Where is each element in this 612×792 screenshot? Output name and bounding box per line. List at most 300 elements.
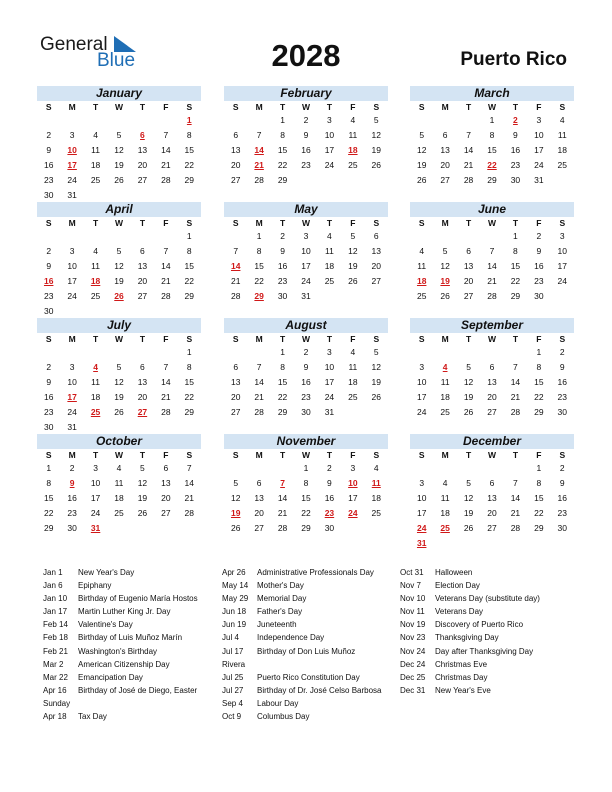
month-title: July — [37, 318, 201, 333]
empty-day — [37, 345, 60, 360]
holiday-date: Jun 19 — [222, 620, 247, 630]
holiday-day-cell: 11 — [371, 478, 381, 489]
holiday-row — [400, 658, 572, 671]
day-cell: 21 — [487, 276, 497, 287]
day-cell: 10 — [416, 377, 427, 388]
day-cell: 13 — [463, 261, 474, 272]
day-cell: 8 — [303, 478, 309, 489]
day-cell: 12 — [463, 493, 474, 504]
holiday-row — [222, 631, 394, 644]
holiday-name: Labour Day — [257, 698, 299, 708]
country-title: Puerto Rico — [460, 49, 567, 70]
holiday-date: Jul 27 — [222, 685, 244, 695]
day-cell: 15 — [184, 145, 195, 156]
day-cell: 24 — [67, 407, 77, 418]
weekday-label: W — [114, 102, 123, 112]
day-cell: 24 — [324, 160, 335, 171]
empty-day — [224, 113, 247, 128]
weekday-label: S — [559, 102, 566, 112]
weekday-label: S — [232, 450, 239, 460]
day-cell: 29 — [277, 407, 288, 418]
day-cell: 27 — [161, 508, 171, 519]
weekday-label: T — [279, 218, 286, 228]
day-cell: 11 — [440, 377, 450, 388]
weekday-label: T — [139, 102, 146, 112]
weekday-label: F — [350, 334, 356, 344]
day-cell: 16 — [43, 392, 54, 403]
year-title: 2028 — [271, 38, 341, 73]
day-cell: 3 — [327, 347, 332, 357]
weekday-label: T — [92, 450, 99, 460]
month-may — [224, 202, 388, 304]
day-cell: 4 — [327, 231, 332, 241]
day-cell: 22 — [43, 508, 54, 519]
day-cell: 3 — [536, 115, 542, 125]
day-cell: 19 — [114, 160, 124, 171]
day-cell: 30 — [43, 190, 54, 201]
day-cell: 20 — [230, 160, 241, 171]
weekday-label: M — [68, 102, 76, 112]
day-cell: 4 — [93, 130, 98, 141]
holiday-day-cell: 31 — [416, 538, 427, 549]
weekday-label: W — [487, 218, 496, 228]
holiday-name: Christmas Day — [435, 672, 488, 682]
weekday-label: S — [373, 334, 380, 344]
day-cell: 29 — [43, 523, 54, 534]
day-cell: 15 — [254, 261, 264, 272]
empty-day — [480, 229, 503, 244]
day-cell: 10 — [67, 377, 77, 388]
day-cell: 10 — [301, 246, 311, 257]
weekday-label: T — [512, 334, 519, 344]
day-cell: 11 — [348, 130, 358, 141]
month-day-grid — [224, 333, 388, 420]
weekday-label: S — [559, 334, 566, 344]
holiday-row — [43, 618, 215, 631]
day-cell: 16 — [534, 261, 544, 272]
weekday-label: W — [301, 334, 310, 344]
day-cell: 4 — [93, 246, 98, 257]
day-cell: 9 — [513, 130, 518, 141]
empty-day — [107, 345, 130, 360]
month-title: November — [224, 434, 388, 449]
month-title: September — [410, 318, 574, 333]
day-cell: 26 — [230, 523, 241, 534]
day-cell: 7 — [233, 246, 239, 257]
empty-day — [247, 345, 270, 360]
logo-text-general: General — [40, 34, 108, 55]
day-cell: 21 — [510, 392, 521, 403]
holiday-date: Apr 16 — [43, 685, 67, 695]
holiday-date: Nov 7 — [400, 581, 421, 591]
day-cell: 14 — [184, 478, 195, 489]
holiday-name: Independence Day — [257, 633, 325, 643]
day-cell: 13 — [137, 377, 148, 388]
holiday-date: May 14 — [222, 581, 249, 591]
day-cell: 20 — [161, 493, 171, 504]
day-cell: 20 — [440, 160, 450, 171]
holiday-date: Nov 24 — [400, 646, 426, 656]
holiday-day-cell: 18 — [416, 276, 427, 287]
day-cell: 30 — [534, 291, 544, 302]
day-cell: 13 — [230, 377, 241, 388]
day-cell: 14 — [254, 377, 264, 388]
weekday-label: F — [350, 450, 356, 460]
holiday-day-cell: 1 — [186, 115, 192, 125]
day-cell: 6 — [373, 231, 379, 241]
day-cell: 28 — [510, 523, 521, 534]
weekday-label: W — [114, 218, 123, 228]
day-cell: 29 — [184, 291, 195, 302]
holiday-date: Apr 26 — [222, 568, 246, 577]
holiday-name: Mother's Day — [257, 581, 304, 591]
day-cell: 8 — [186, 246, 192, 257]
day-cell: 23 — [301, 392, 311, 403]
day-cell: 22 — [184, 276, 195, 287]
holiday-name: American Citizenship Day — [78, 659, 170, 669]
month-april — [37, 202, 201, 320]
weekday-label: S — [45, 450, 52, 460]
day-cell: 24 — [67, 175, 77, 186]
day-cell: 7 — [163, 362, 169, 373]
holiday-row — [222, 671, 394, 684]
holiday-name: New Year's Day — [78, 568, 135, 577]
day-cell: 3 — [93, 463, 98, 473]
day-cell: 20 — [254, 508, 264, 519]
month-title: March — [410, 86, 574, 101]
holiday-row — [222, 605, 394, 618]
day-cell: 2 — [559, 463, 565, 473]
day-cell: 18 — [90, 392, 101, 403]
day-cell: 25 — [114, 508, 124, 519]
day-cell: 5 — [373, 347, 379, 357]
holiday-name: Memorial Day — [257, 594, 307, 604]
holiday-row-continuation — [222, 658, 394, 671]
day-cell: 12 — [137, 478, 148, 489]
day-cell: 2 — [327, 463, 332, 473]
month-day-grid — [410, 217, 574, 304]
weekday-label: S — [232, 218, 239, 228]
holiday-row — [43, 645, 215, 658]
weekday-label: F — [163, 334, 169, 344]
day-cell: 29 — [184, 175, 195, 186]
day-cell: 8 — [280, 362, 285, 373]
holiday-column-1 — [43, 566, 215, 723]
day-cell: 1 — [280, 115, 285, 125]
day-cell: 9 — [327, 478, 332, 489]
month-title: June — [410, 202, 574, 217]
day-cell: 19 — [371, 145, 382, 156]
holiday-name: Emancipation Day — [78, 672, 143, 682]
empty-day — [457, 345, 480, 360]
day-cell: 21 — [254, 392, 264, 403]
day-cell: 6 — [140, 362, 145, 373]
day-cell: 4 — [350, 115, 356, 125]
day-cell: 30 — [324, 523, 335, 534]
day-cell: 11 — [91, 145, 100, 156]
day-cell: 3 — [350, 463, 356, 473]
holiday-date: Feb 18 — [43, 633, 68, 643]
day-cell: 3 — [419, 478, 425, 489]
holiday-row — [400, 592, 572, 605]
empty-day — [504, 345, 527, 360]
month-day-grid — [224, 217, 388, 304]
day-cell: 19 — [463, 392, 474, 403]
day-cell: 30 — [43, 306, 54, 317]
holiday-row — [222, 684, 394, 697]
day-cell: 20 — [463, 276, 474, 287]
day-cell: 29 — [534, 407, 544, 418]
day-cell: 22 — [534, 508, 544, 519]
day-cell: 10 — [67, 261, 77, 272]
day-cell: 26 — [463, 407, 474, 418]
weekday-label: S — [45, 334, 52, 344]
day-cell: 28 — [487, 291, 497, 302]
holiday-day-cell: 10 — [67, 145, 77, 156]
weekday-label: M — [441, 218, 449, 228]
month-day-grid — [37, 217, 201, 320]
day-cell: 16 — [301, 377, 311, 388]
holiday-name: Birthday of Luis Muñoz Marín — [78, 633, 183, 643]
day-cell: 7 — [489, 246, 495, 257]
weekday-label: S — [186, 334, 193, 344]
weekday-label: F — [163, 450, 169, 460]
holiday-row — [43, 658, 215, 671]
empty-day — [247, 461, 270, 476]
day-cell: 28 — [161, 175, 171, 186]
day-cell: 23 — [67, 508, 77, 519]
day-cell: 15 — [534, 377, 544, 388]
day-cell: 26 — [137, 508, 148, 519]
month-title: December — [410, 434, 574, 449]
day-cell: 25 — [371, 508, 382, 519]
day-cell: 12 — [371, 130, 382, 141]
day-cell: 16 — [510, 145, 521, 156]
holiday-date: Mar 22 — [43, 672, 68, 682]
holiday-row — [222, 697, 394, 710]
day-cell: 30 — [43, 422, 54, 433]
day-cell: 25 — [557, 160, 568, 171]
day-cell: 20 — [487, 508, 497, 519]
day-cell: 24 — [534, 160, 544, 171]
weekday-label: M — [441, 334, 449, 344]
holiday-date: Sep 4 — [222, 698, 243, 708]
day-cell: 26 — [348, 276, 358, 287]
day-cell: 27 — [230, 175, 241, 186]
holiday-row — [43, 605, 215, 618]
day-cell: 8 — [513, 246, 518, 257]
holiday-day-cell: 27 — [137, 407, 148, 418]
holiday-row — [400, 566, 572, 579]
day-cell: 21 — [161, 276, 171, 287]
day-cell: 25 — [348, 392, 358, 403]
month-day-grid — [37, 101, 201, 204]
empty-day — [60, 345, 83, 360]
holiday-day-cell: 14 — [254, 145, 264, 156]
holiday-name: Birthday of Don Luis Muñoz — [257, 646, 356, 656]
day-cell: 7 — [256, 362, 262, 373]
day-cell: 9 — [46, 145, 52, 156]
empty-day — [224, 345, 247, 360]
day-cell: 4 — [116, 463, 122, 473]
day-cell: 14 — [277, 493, 288, 504]
month-day-grid — [410, 333, 574, 420]
day-cell: 12 — [348, 246, 358, 257]
empty-day — [247, 113, 270, 128]
day-cell: 9 — [303, 130, 309, 141]
day-cell: 15 — [510, 261, 521, 272]
day-cell: 17 — [324, 377, 335, 388]
day-cell: 22 — [184, 160, 195, 171]
day-cell: 15 — [534, 493, 544, 504]
holiday-name: Rivera — [222, 659, 246, 669]
day-cell: 28 — [463, 175, 474, 186]
holiday-date: Nov 23 — [400, 633, 426, 643]
day-cell: 17 — [534, 145, 544, 156]
day-cell: 21 — [230, 276, 241, 287]
day-cell: 2 — [559, 347, 565, 357]
day-cell: 2 — [280, 231, 285, 241]
day-cell: 9 — [280, 246, 285, 257]
day-cell: 1 — [536, 463, 542, 473]
holiday-name: Birthday of José de Diego, Easter — [78, 685, 198, 695]
day-cell: 11 — [440, 493, 450, 504]
month-day-grid — [410, 101, 574, 188]
weekday-label: M — [255, 450, 263, 460]
empty-day — [410, 229, 433, 244]
weekday-label: S — [232, 334, 239, 344]
day-cell: 17 — [67, 276, 77, 287]
holiday-date: Mar 2 — [43, 659, 64, 669]
day-cell: 14 — [161, 261, 171, 272]
day-cell: 23 — [557, 508, 568, 519]
weekday-label: T — [279, 334, 286, 344]
day-cell: 14 — [510, 377, 521, 388]
holiday-day-cell: 31 — [90, 523, 101, 534]
holiday-row — [43, 710, 215, 723]
day-cell: 2 — [536, 231, 542, 241]
holiday-row — [43, 579, 215, 592]
holiday-date: Feb 21 — [43, 646, 68, 656]
holiday-name: Puerto Rico Constitution Day — [257, 672, 360, 682]
holiday-date: Nov 19 — [400, 620, 426, 630]
day-cell: 5 — [419, 130, 425, 141]
empty-day — [457, 461, 480, 476]
day-cell: 28 — [184, 508, 195, 519]
day-cell: 25 — [324, 276, 335, 287]
empty-day — [433, 113, 456, 128]
month-june — [410, 202, 574, 304]
empty-day — [60, 113, 83, 128]
day-cell: 9 — [559, 478, 565, 489]
day-cell: 4 — [419, 246, 425, 257]
month-july — [37, 318, 201, 436]
day-cell: 10 — [416, 493, 427, 504]
holiday-day-cell: 18 — [90, 276, 101, 287]
day-cell: 28 — [161, 291, 171, 302]
day-cell: 1 — [489, 115, 495, 125]
holiday-date: Jan 10 — [43, 594, 68, 604]
day-cell: 31 — [324, 407, 335, 418]
day-cell: 27 — [254, 523, 264, 534]
month-title: February — [224, 86, 388, 101]
day-cell: 26 — [114, 175, 124, 186]
empty-day — [410, 461, 433, 476]
day-cell: 30 — [277, 291, 288, 302]
day-cell: 19 — [114, 276, 124, 287]
holiday-row — [222, 710, 394, 723]
empty-day — [37, 113, 60, 128]
weekday-label: S — [45, 102, 52, 112]
holiday-row — [43, 684, 215, 697]
holiday-date: Dec 31 — [400, 685, 426, 695]
day-cell: 5 — [466, 362, 471, 373]
holiday-row — [400, 671, 572, 684]
holiday-column-3 — [400, 566, 572, 697]
day-cell: 1 — [186, 347, 192, 357]
holiday-name: Juneteenth — [257, 620, 297, 630]
day-cell: 21 — [184, 493, 195, 504]
weekday-label: T — [465, 334, 472, 344]
holiday-day-cell: 26 — [114, 291, 124, 302]
day-cell: 17 — [324, 145, 335, 156]
day-cell: 21 — [463, 160, 474, 171]
month-day-grid — [37, 449, 201, 536]
day-cell: 16 — [324, 493, 335, 504]
day-cell: 26 — [416, 175, 427, 186]
holiday-row — [222, 579, 394, 592]
day-cell: 13 — [440, 145, 450, 156]
day-cell: 7 — [466, 130, 471, 141]
day-cell: 19 — [371, 377, 382, 388]
day-cell: 25 — [348, 160, 358, 171]
day-cell: 5 — [233, 478, 239, 489]
day-cell: 6 — [256, 478, 262, 489]
holiday-name: New Year's Eve — [435, 685, 491, 695]
day-cell: 23 — [277, 276, 288, 287]
weekday-label: W — [301, 218, 310, 228]
day-cell: 6 — [233, 362, 239, 373]
weekday-label: S — [373, 450, 380, 460]
day-cell: 1 — [280, 347, 285, 357]
day-cell: 12 — [463, 377, 474, 388]
holiday-name: Father's Day — [257, 607, 303, 617]
day-cell: 15 — [277, 145, 288, 156]
day-cell: 28 — [510, 407, 521, 418]
empty-day — [433, 461, 456, 476]
day-cell: 12 — [230, 493, 241, 504]
day-cell: 8 — [186, 362, 192, 373]
weekday-label: M — [68, 218, 76, 228]
holiday-date: Jan 6 — [43, 581, 63, 591]
day-cell: 13 — [487, 377, 497, 388]
day-cell: 23 — [43, 407, 54, 418]
day-cell: 4 — [350, 347, 356, 357]
holiday-date: Dec 24 — [400, 659, 426, 669]
day-cell: 28 — [254, 407, 264, 418]
weekday-label: T — [279, 450, 286, 460]
day-cell: 9 — [46, 377, 52, 388]
day-cell: 26 — [463, 523, 474, 534]
day-cell: 23 — [557, 392, 568, 403]
day-cell: 3 — [419, 362, 425, 373]
day-cell: 27 — [487, 407, 497, 418]
day-cell: 29 — [487, 175, 497, 186]
day-cell: 27 — [230, 407, 241, 418]
day-cell: 8 — [256, 246, 262, 257]
day-cell: 2 — [46, 246, 52, 257]
holiday-day-cell: 21 — [254, 160, 264, 171]
